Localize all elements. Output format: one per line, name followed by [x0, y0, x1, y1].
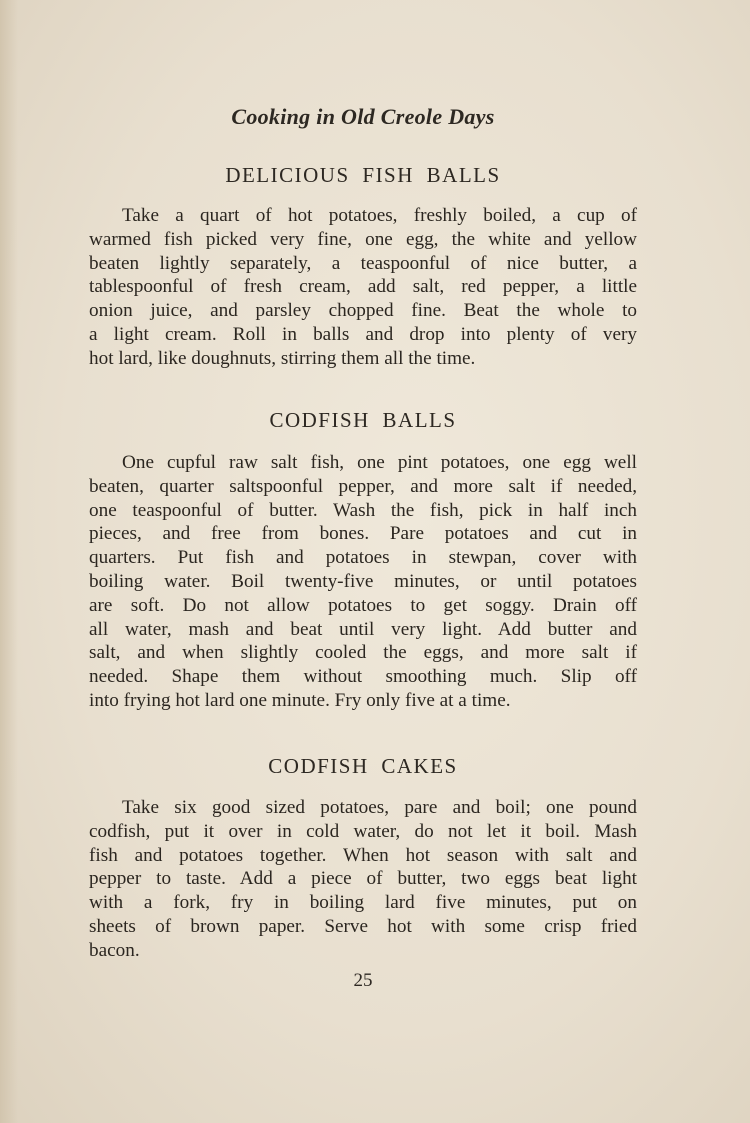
text-line: tablespoonful of fresh cream, add salt, red pepper, a little: [89, 276, 637, 298]
recipe-body-codfish-balls: [89, 451, 637, 713]
text-line: pieces, and free from bones. Pare potatoes and cut in: [89, 523, 637, 545]
recipe-body-delicious-fish-balls: [89, 204, 637, 371]
text-line: sheets of brown paper. Serve hot with some crisp fried: [89, 915, 637, 937]
text-line: codfish, put it over in cold water, do not let it boil. Mash: [89, 820, 637, 842]
recipe-body-codfish-cakes: [89, 796, 637, 963]
text-line: into frying hot lard one minute. Fry only five at a time.: [89, 689, 511, 711]
text-line: One cupful raw salt fish, one pint potatoes, one egg well: [122, 452, 637, 473]
text-line: onion juice, and parsley chopped fine. Beat the whole to: [89, 300, 637, 322]
text-line: salt, and when slightly cooled the eggs, and more salt if: [89, 642, 637, 664]
text-line: pepper to taste. Add a piece of butter, two eggs beat light: [89, 868, 637, 890]
text-line: warmed fish picked very fine, one egg, the white and yellow: [89, 228, 637, 250]
text-line: a light cream. Roll in balls and drop into plenty of very: [89, 323, 637, 345]
recipe-title-codfish-cakes: CODFISH CAKES: [268, 754, 458, 778]
recipe-title-codfish-balls: CODFISH BALLS: [269, 408, 457, 432]
text-line: boiling water. Boil twenty-five minutes, or until potatoes: [89, 570, 637, 592]
text-line: with a fork, fry in boiling lard five minutes, put on: [89, 892, 637, 914]
text-line: are soft. Do not allow potatoes to get soggy. Drain off: [89, 594, 637, 616]
page-number: 25: [353, 970, 373, 991]
text-line: hot lard, like doughnuts, stirring them all the time.: [89, 347, 476, 369]
text-line: one teaspoonful of butter. Wash the fish, pick in half inch: [89, 499, 637, 521]
recipe-title-delicious-fish-balls: DELICIOUS FISH BALLS: [225, 163, 501, 187]
text-line: Take a quart of hot potatoes, freshly boiled, a cup of: [122, 205, 637, 226]
text-line: beaten lightly separately, a teaspoonful of nice butter, a: [89, 252, 637, 274]
text-line: quarters. Put fish and potatoes in stewpan, cover with: [89, 547, 637, 569]
text-line: Take six good sized potatoes, pare and boil; one pound: [122, 797, 637, 818]
text-line: beaten, quarter saltspoonful pepper, and more salt if needed,: [89, 475, 637, 497]
text-line: needed. Shape them without smoothing much. Slip off: [89, 666, 637, 688]
text-line: all water, mash and beat until very light. Add butter and: [89, 618, 637, 640]
text-line: fish and potatoes together. When hot season with salt and: [89, 844, 637, 866]
running-head: Cooking in Old Creole Days: [231, 104, 495, 129]
text-line: bacon.: [89, 939, 140, 961]
